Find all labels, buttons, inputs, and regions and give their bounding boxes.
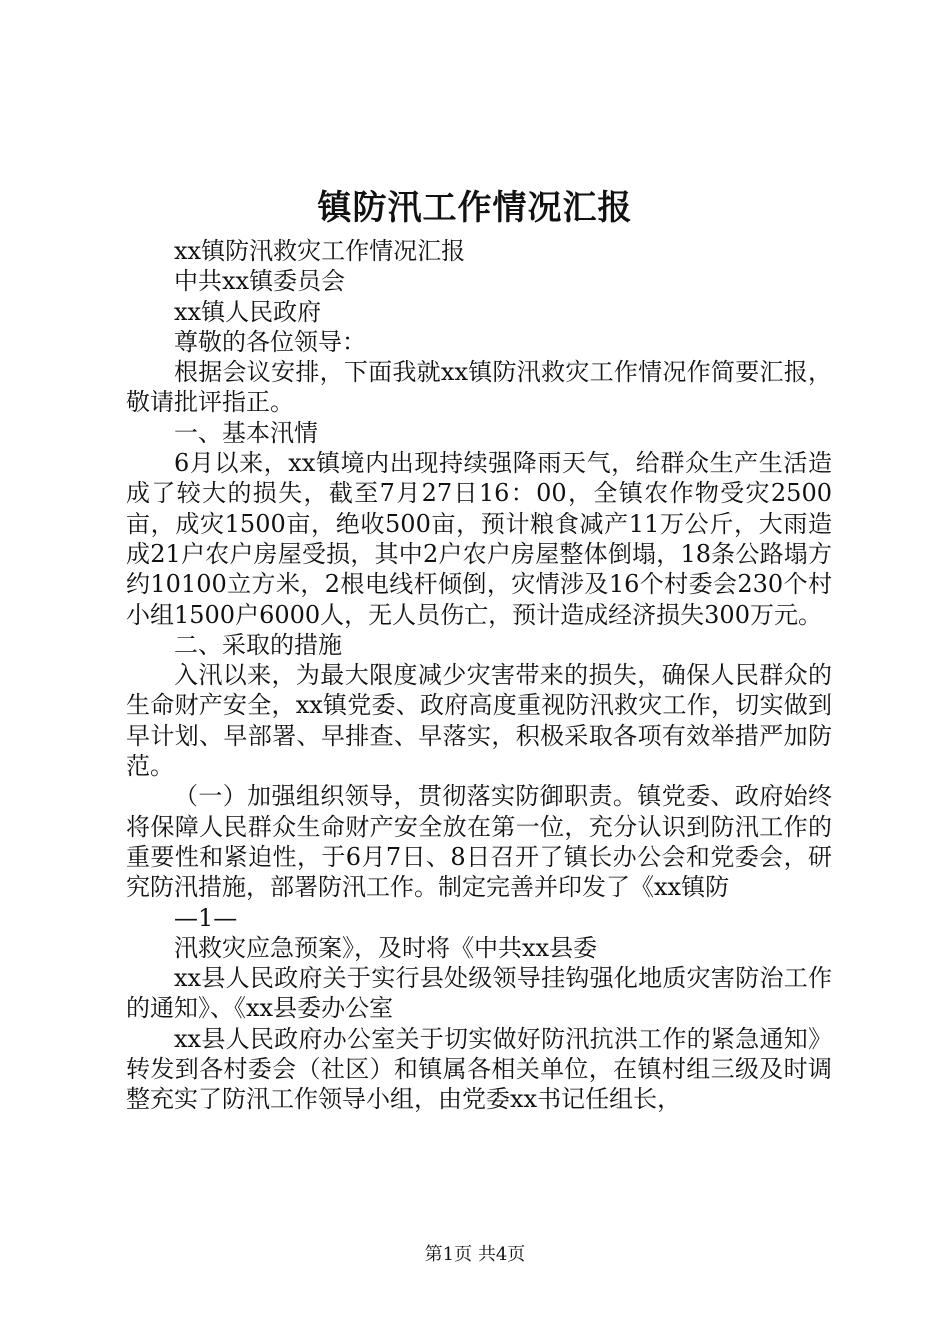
paragraph-flood-situation: 6月以来，xx镇境内出现持续强降雨天气，给群众生产生活造成了较大的损失，截至7月27日16：00，全镇农作物受灾2500亩，成灾1500亩，绝收500亩，预计粮食减产11万公斤，大雨造成21户农户房屋受损，其中2户农户房屋整体倒塌，18条公路塌方约10100立方米，2根电线杆倾倒，灾情涉及16个村委会230个村小组1500户6000人，无人员伤亡，预计造成经济损失300万元。 (126, 449, 832, 629)
paragraph-measures-intro: 入汛以来，为最大限度减少灾害带来的损失，确保人民群众的生命财产安全，xx镇党委、政府高度重视防汛救灾工作，切实做到早计划、早部署、早排查、早落实，积极采取各项有效举措严加防范。 (126, 661, 832, 781)
paragraph-salutation: 尊敬的各位领导： (174, 327, 366, 356)
paragraph-report-heading: xx镇防汛救灾工作情况汇报 (174, 237, 466, 265)
document-body (126, 236, 832, 1115)
paragraph-town-government: xx镇人民政府 (174, 297, 322, 326)
document-title: 镇防汛工作情况汇报 (317, 188, 633, 228)
paragraph-continuation-2: xx县人民政府关于实行县处级领导挂钩强化地质灾害防治工作的通知》、《xx县委办公室 (126, 964, 832, 1023)
paragraph-measure-1: （一）加强组织领导，贯彻落实防御职责。镇党委、政府始终将保障人民群众生命财产安全放在第一位，充分认识到防汛工作的重要性和紧迫性，于6月7日、8日召开了镇长办公会和党委会，研究防汛措施，部署防汛工作。制定完善并印发了《xx镇防 (126, 782, 832, 902)
paragraph-intro: 根据会议安排，下面我就xx镇防汛救灾工作情况作简要汇报，敬请批评指正。 (126, 358, 832, 417)
section-heading-measures: 二、采取的措施 (174, 630, 342, 659)
paragraph-continuation-3: xx县人民政府办公室关于切实做好防汛抗洪工作的紧急通知》转发到各村委会（社区）和镇属各相关单位，在镇村组三级及时调整充实了防汛工作领导小组，由党委xx书记任组长， (126, 1024, 832, 1114)
section-heading-basic-situation: 一、基本汛情 (174, 418, 318, 447)
paragraph-party-committee: 中共xx镇委员会 (174, 267, 346, 296)
page-number-marker: —1— (174, 903, 238, 932)
paragraph-continuation-1: 汛救灾应急预案》，及时将《中共xx县委 (174, 933, 598, 962)
page-footer: 第1页 共4页 (424, 1244, 526, 1265)
